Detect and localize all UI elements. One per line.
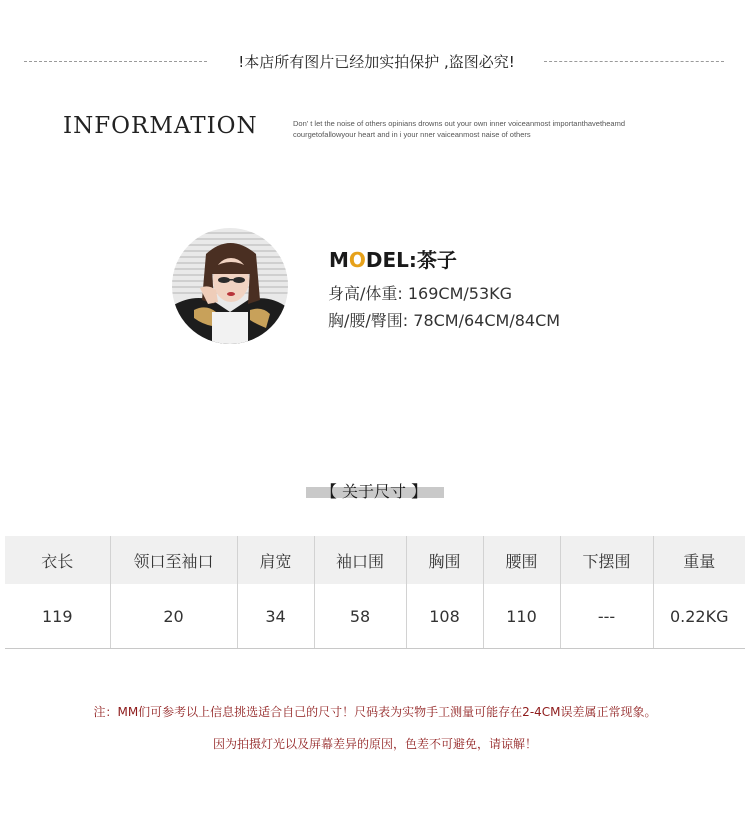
table-cell: 58	[314, 584, 406, 649]
model-height-weight: 身高/体重: 169CM/53KG	[328, 284, 513, 303]
table-cell: 34	[237, 584, 314, 649]
header-cell: 胸围	[406, 536, 483, 584]
color-note: 因为拍摄灯光以及屏幕差异的原因，色差不可避免，请谅解！	[212, 737, 537, 751]
model-label-del: DEL:	[365, 248, 417, 272]
model-photo	[172, 228, 288, 344]
model-name: 茶子	[416, 248, 457, 272]
header-cell: 袖口围	[314, 536, 406, 584]
info-quote-line-1: Don’ t let the noise of others opinians drowns out your own inner voiceanmost importanthavetheamd	[293, 119, 625, 128]
divider-left	[24, 61, 207, 62]
model-measurements: 胸/腰/臀围: 78CM/64CM/84CM	[328, 311, 561, 330]
divider-right	[544, 61, 724, 62]
notice-text: !本店所有图片已经加实拍保护 ,盗图必究!	[238, 53, 515, 71]
header-cell: 肩宽	[237, 536, 314, 584]
size-table	[5, 536, 745, 649]
model-label	[329, 244, 457, 273]
info-quote	[293, 118, 713, 140]
table-cell: 0.22KG	[653, 584, 745, 649]
size-section-heading	[304, 481, 444, 503]
info-title: INFORMATION	[63, 113, 258, 139]
size-table-header	[5, 536, 745, 584]
model-avatar	[172, 228, 288, 344]
header-cell: 领口至袖口	[110, 536, 237, 584]
table-cell: 110	[483, 584, 560, 649]
copyright-notice	[24, 50, 724, 74]
table-cell: ---	[560, 584, 653, 649]
model-label-m: M	[329, 248, 349, 272]
header-cell: 腰围	[483, 536, 560, 584]
info-quote-line-2: courgetofallowyour heart and in i your nner vaiceanmost naise of others	[293, 130, 531, 139]
size-note: 注：MM们可参考以上信息挑选适合自己的尺寸！尺码表为实物手工测量可能存在2-4CM误差属正常现象。	[93, 705, 657, 719]
size-section-title: 【 关于尺寸 】	[320, 482, 428, 501]
header-cell: 衣长	[5, 536, 110, 584]
table-row	[5, 584, 745, 649]
header-cell: 下摆围	[560, 536, 653, 584]
header-cell: 重量	[653, 536, 745, 584]
table-cell: 108	[406, 584, 483, 649]
model-label-o: O	[348, 248, 366, 272]
table-cell: 20	[110, 584, 237, 649]
table-cell: 119	[5, 584, 110, 649]
